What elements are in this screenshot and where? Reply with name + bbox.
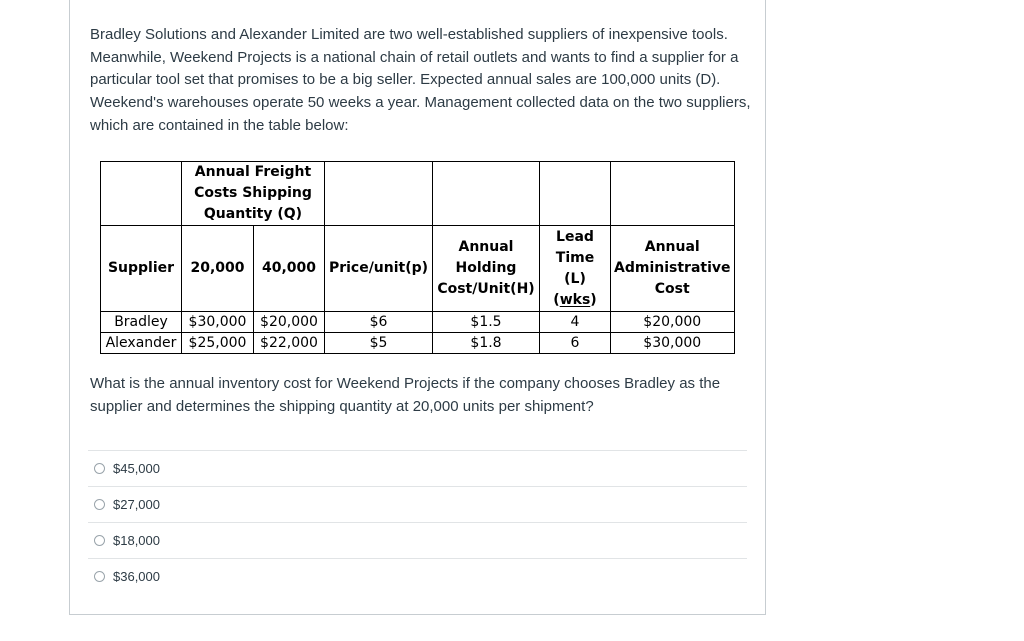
answer-option[interactable] <box>88 486 747 522</box>
admin-header-line: Cost <box>654 281 690 297</box>
supplier-header: Supplier <box>101 226 182 312</box>
question-card <box>69 0 766 615</box>
q1-cell: $25,000 <box>182 333 254 354</box>
empty-cell <box>611 162 735 226</box>
answer-option[interactable] <box>88 522 747 558</box>
radio-button-icon[interactable] <box>94 499 105 510</box>
holding-cell: $1.8 <box>433 333 540 354</box>
lead-header-line: Lead <box>556 228 594 245</box>
intro-text: Bradley Solutions and Alexander Limited are two well-established suppliers of inexpensive tools. Meanwhile, Weekend Projects is a national chain of retail outlets and wants to find a supplier for a particular tool set that promises to be a big seller. Expected annual sales are 100,000 units (D). Weekend's warehouses operate 50 weeks a year. Management collected data on the two suppliers, which are contained in the table below: <box>90 26 751 134</box>
answer-label: $45,000 <box>113 461 160 476</box>
holding-header-line: Cost/Unit(H) <box>437 281 535 297</box>
empty-cell <box>101 162 182 226</box>
lead-cell: 6 <box>540 333 611 354</box>
admin-header-line: Annual <box>644 239 700 255</box>
q2-cell: $20,000 <box>254 312 325 333</box>
empty-cell <box>540 162 611 226</box>
price-cell: $6 <box>325 312 433 333</box>
table-row <box>101 312 735 333</box>
price-header: Price/unit(p) <box>325 226 433 312</box>
supplier-cell: Alexander <box>101 333 182 354</box>
lead-header-line: Time <box>555 249 595 266</box>
question-text: What is the annual inventory cost for Weekend Projects if the company chooses Bradley as the supplier and determines the shipping quantity at 20,000 units per shipment? <box>90 375 721 415</box>
radio-button-icon[interactable] <box>94 571 105 582</box>
table-column-header-row <box>101 226 735 312</box>
lead-header-part: ) <box>590 291 597 308</box>
table-row <box>101 333 735 354</box>
lead-header-line <box>543 269 607 311</box>
lead-header-part: (L)( <box>553 270 586 308</box>
radio-button-icon[interactable] <box>94 463 105 474</box>
q2-cell: $22,000 <box>254 333 325 354</box>
holding-cell: $1.5 <box>433 312 540 333</box>
empty-cell <box>325 162 433 226</box>
admin-cell: $20,000 <box>611 312 735 333</box>
price-cell: $5 <box>325 333 433 354</box>
lead-header <box>540 226 611 312</box>
admin-cell: $30,000 <box>611 333 735 354</box>
lead-cell: 4 <box>540 312 611 333</box>
table-header-row <box>101 162 735 226</box>
q1-header: 20,000 <box>182 226 254 312</box>
admin-header-line: Administrative <box>614 260 731 276</box>
holding-header-line: Annual <box>458 239 514 255</box>
holding-header-line: Holding <box>455 260 517 276</box>
answer-option[interactable] <box>88 558 747 594</box>
answer-label: $36,000 <box>113 569 160 584</box>
answer-label: $27,000 <box>113 497 160 512</box>
lead-header-wks: wks <box>559 291 591 308</box>
supplier-cell: Bradley <box>101 312 182 333</box>
radio-button-icon[interactable] <box>94 535 105 546</box>
q2-header: 40,000 <box>254 226 325 312</box>
q1-cell: $30,000 <box>182 312 254 333</box>
admin-header <box>611 226 735 312</box>
answer-label: $18,000 <box>113 533 160 548</box>
holding-header <box>433 226 540 312</box>
answer-option[interactable] <box>88 450 747 486</box>
empty-cell <box>433 162 540 226</box>
freight-group-header: Annual Freight Costs Shipping Quantity (Q) <box>182 162 325 226</box>
supplier-table <box>100 161 735 354</box>
answer-list <box>88 450 747 594</box>
